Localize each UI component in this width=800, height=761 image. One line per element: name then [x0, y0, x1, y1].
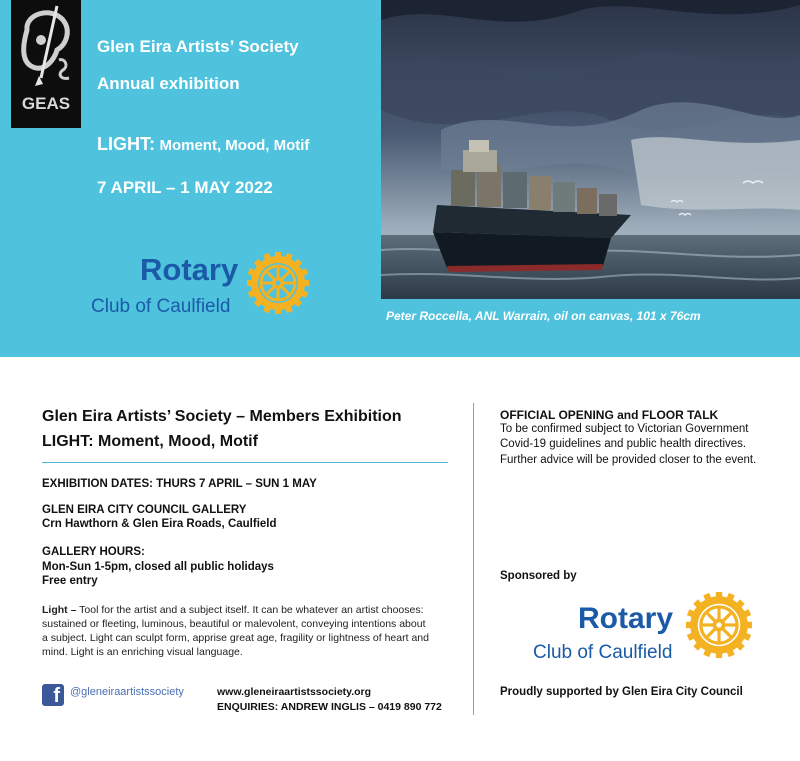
gallery-hours-heading: GALLERY HOURS: [42, 546, 145, 558]
banner-rotary-logo [91, 252, 311, 322]
light-word: LIGHT: [97, 134, 155, 154]
light-description [42, 603, 432, 659]
council-support: Proudly supported by Glen Eira City Council [500, 686, 743, 698]
facebook-handle[interactable]: @gleneiraartistssociety [70, 686, 184, 698]
logo-text: GEAS [21, 94, 71, 113]
rotary-club-name: Club of Caulfield [91, 296, 231, 317]
opening-line-2: Covid-19 guidelines and public health directives. [500, 438, 747, 450]
rotary-wheel-icon [686, 592, 752, 658]
gallery-name: GLEN EIRA CITY COUNCIL GALLERY [42, 504, 247, 516]
top-banner [0, 0, 800, 357]
website-link[interactable]: www.gleneiraartistssociety.org [217, 686, 372, 698]
sponsored-by-label: Sponsored by [500, 570, 577, 582]
entry-info: Free entry [42, 575, 98, 587]
opening-heading: OFFICIAL OPENING and FLOOR TALK [500, 408, 719, 422]
ship-painting-illustration [381, 0, 800, 299]
divider-vertical [473, 403, 474, 715]
section-subtitle: LIGHT: Moment, Mood, Motif [42, 433, 258, 450]
geas-logo [11, 0, 81, 128]
sponsor-rotary-logo [533, 590, 758, 665]
exhibition-dates: EXHIBITION DATES: THURS 7 APRIL – SUN 1 MAY [42, 478, 317, 490]
rotary-wheel-icon [247, 252, 309, 314]
palette-brush-icon [11, 0, 81, 95]
divider-horizontal [42, 462, 448, 463]
light-subtitle: Moment, Mood, Motif [159, 137, 310, 154]
banner-dates: 7 APRIL – 1 MAY 2022 [97, 178, 273, 197]
light-label: Light – [42, 604, 77, 616]
gallery-hours: Mon-Sun 1-5pm, closed all public holidays [42, 561, 274, 573]
rotary-word: Rotary [578, 602, 674, 635]
section-title: Glen Eira Artists’ Society – Members Exhibition [42, 408, 402, 425]
enquiries-contact: ENQUIRIES: ANDREW INGLIS – 0419 890 772 [217, 701, 442, 713]
light-text: Tool for the artist and a subject itself. It can be whatever an artist chooses: sustained or fleeting, luminous, beautiful or malevolent, conveying intentions about a subject. Light can sculpt form, apprise great age, fragility or lightness of heart and mind. Light is an enriching visual language. [42, 604, 429, 658]
banner-exhibition-label: Annual exhibition [97, 74, 240, 93]
opening-line-1: To be confirmed subject to Victorian Government [500, 423, 749, 435]
painting-caption: Peter Roccella, ANL Warrain, oil on canvas, 101 x 76cm [386, 309, 701, 323]
opening-line-3: Further advice will be provided closer to the event. [500, 454, 757, 466]
facebook-icon[interactable]: f [42, 684, 64, 706]
gallery-address: Crn Hawthorn & Glen Eira Roads, Caulfield [42, 518, 277, 530]
rotary-word: Rotary [140, 252, 239, 287]
banner-society-title: Glen Eira Artists’ Society [97, 37, 299, 56]
rotary-club-name: Club of Caulfield [533, 642, 673, 663]
painting-image [381, 0, 800, 299]
banner-light-title [97, 134, 309, 155]
